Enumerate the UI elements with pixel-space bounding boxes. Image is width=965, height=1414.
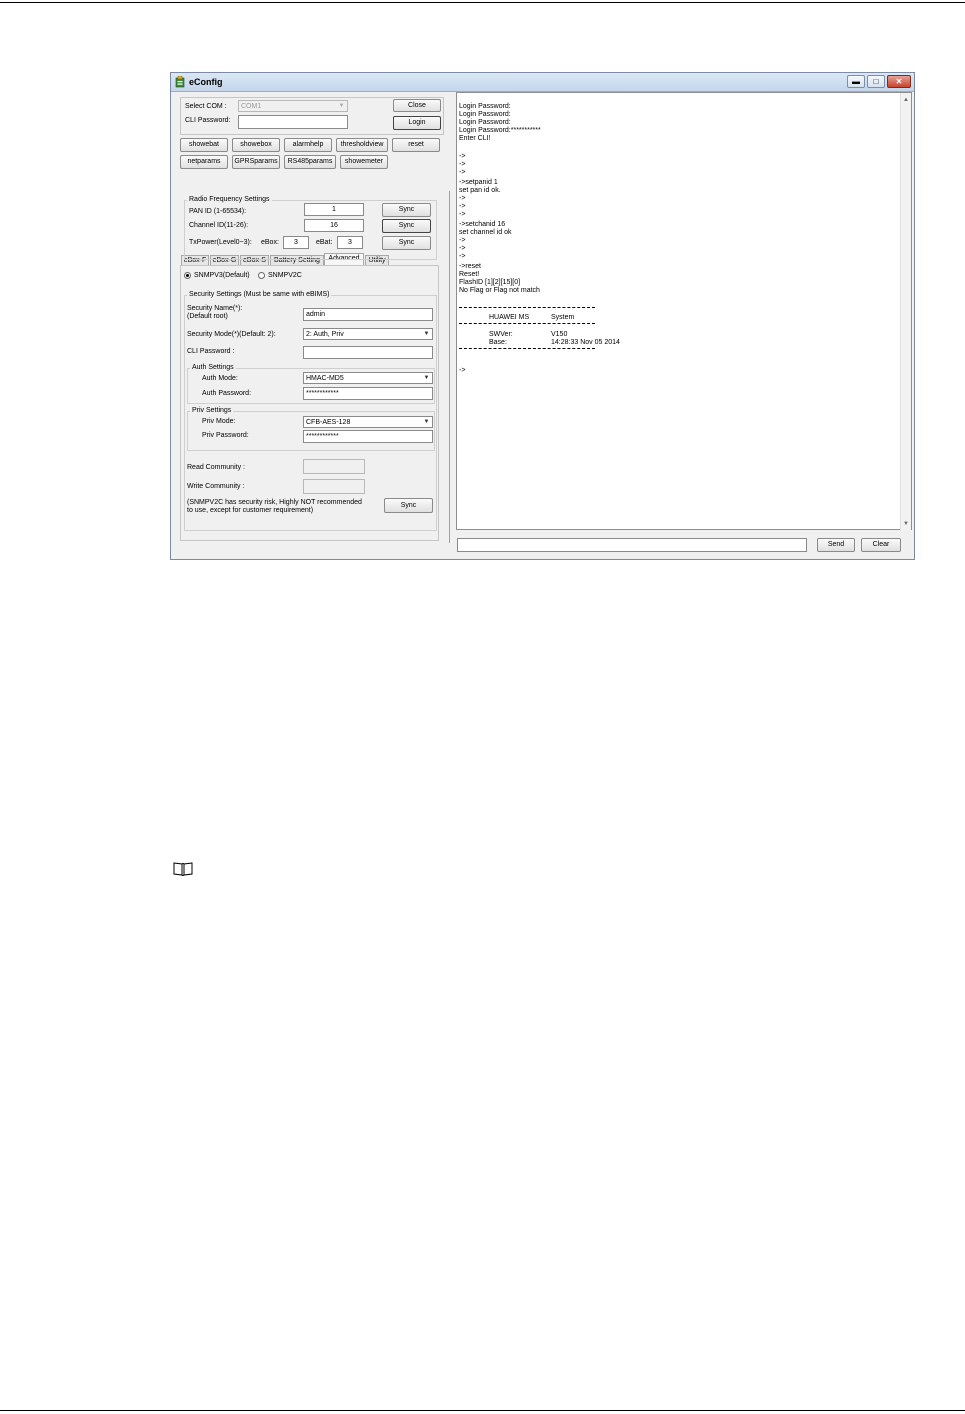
write-community-input[interactable] bbox=[303, 479, 365, 494]
tab-battery-setting[interactable]: Battery Setting bbox=[270, 255, 324, 265]
chevron-down-icon: ▼ bbox=[423, 375, 430, 381]
final-prompt: -> bbox=[459, 367, 466, 374]
channel-id-label: Channel ID(11-26): bbox=[189, 222, 249, 229]
scroll-up-icon[interactable]: ▲ bbox=[903, 97, 909, 103]
security-name-label: Security Name(*): bbox=[187, 305, 243, 312]
terminal-line: -> bbox=[459, 245, 466, 252]
auth-password-input[interactable]: ************ bbox=[303, 387, 433, 400]
ebox-txpower-input[interactable]: 3 bbox=[283, 236, 309, 249]
banner-divider-top bbox=[459, 307, 595, 308]
terminal-line: ->setpanid 1 bbox=[459, 179, 498, 186]
terminal-line: FlashID [1][2][15][0] bbox=[459, 279, 521, 286]
security-mode-value: 2: Auth, Priv bbox=[306, 331, 344, 338]
cmd-rs485params-button[interactable]: RS485params bbox=[284, 155, 336, 169]
pan-id-input[interactable]: 1 bbox=[304, 203, 364, 216]
security-mode-select[interactable] bbox=[303, 328, 433, 340]
terminal-line: Login Password:*********** bbox=[459, 127, 541, 134]
auth-mode-value: HMAC-MD5 bbox=[306, 375, 344, 382]
banner-system: System bbox=[551, 314, 575, 321]
minimize-button[interactable] bbox=[847, 75, 865, 88]
scroll-down-icon[interactable]: ▼ bbox=[903, 521, 909, 527]
note-book-icon bbox=[172, 861, 194, 877]
priv-password-label: Priv Password: bbox=[202, 432, 249, 439]
tab-advanced[interactable]: Advanced bbox=[324, 253, 364, 265]
terminal-output[interactable] bbox=[456, 92, 912, 530]
terminal-line: -> bbox=[459, 253, 466, 260]
snmpv3-radio[interactable] bbox=[184, 272, 191, 279]
maximize-button[interactable] bbox=[867, 75, 885, 88]
snmpv2c-warning-line2: to use, except for customer requirement) bbox=[187, 507, 314, 514]
tab-ebox-s[interactable]: eBox-S bbox=[240, 255, 269, 265]
security-mode-label: Security Mode(*)(Default: 2): bbox=[187, 331, 276, 338]
banner-divider-bottom bbox=[459, 348, 595, 349]
channel-id-input[interactable]: 16 bbox=[304, 219, 364, 232]
snmpv2c-label: SNMPV2C bbox=[268, 272, 302, 279]
pan-sync-button[interactable]: Sync bbox=[382, 203, 431, 217]
terminal-line: Enter CLI! bbox=[459, 135, 491, 142]
txpower-label: TxPower(Level0~3): bbox=[189, 239, 252, 246]
com-select-value: COM1 bbox=[241, 103, 262, 110]
banner-product: HUAWEI MS bbox=[489, 314, 530, 321]
priv-mode-select[interactable] bbox=[303, 416, 433, 428]
cmd-showebat-button[interactable]: showebat bbox=[180, 138, 228, 152]
window-title: eConfig bbox=[189, 77, 223, 87]
minimize-icon: ▬ bbox=[852, 77, 860, 86]
title-bar[interactable] bbox=[171, 73, 914, 92]
security-sync-button[interactable]: Sync bbox=[384, 498, 433, 513]
send-button[interactable]: Send bbox=[817, 538, 855, 552]
snmpv3-label: SNMPV3(Default) bbox=[194, 272, 250, 279]
pan-id-label: PAN ID (1-65534): bbox=[189, 208, 247, 215]
terminal-line: set pan id ok. bbox=[459, 187, 501, 194]
ebat-label: eBat: bbox=[316, 239, 333, 246]
cli-password-label: CLI Password: bbox=[185, 117, 231, 124]
cli-password-advanced-input[interactable] bbox=[303, 346, 433, 359]
terminal-line: -> bbox=[459, 153, 466, 160]
base-value: 14:28:33 Nov 05 2014 bbox=[551, 339, 620, 346]
read-community-label: Read Community : bbox=[187, 464, 245, 471]
priv-mode-label: Priv Mode: bbox=[202, 418, 236, 425]
terminal-line: -> bbox=[459, 195, 466, 202]
channel-sync-button[interactable]: Sync bbox=[382, 219, 431, 233]
security-name-input[interactable]: admin bbox=[303, 308, 433, 321]
page-bottom-rule bbox=[0, 1410, 965, 1411]
security-name-default-label: (Default root) bbox=[187, 313, 228, 320]
cmd-gprsparams-button[interactable]: GPRSparams bbox=[232, 155, 280, 169]
cmd-showebox-button[interactable]: showebox bbox=[232, 138, 280, 152]
page-top-rule bbox=[0, 2, 965, 3]
app-icon bbox=[175, 76, 185, 88]
terminal-line: Login Password: bbox=[459, 119, 511, 126]
terminal-line: -> bbox=[459, 237, 466, 244]
auth-mode-label: Auth Mode: bbox=[202, 375, 238, 382]
banner-divider-middle bbox=[459, 323, 595, 324]
terminal-line: Login Password: bbox=[459, 111, 511, 118]
ebox-label: eBox: bbox=[261, 239, 279, 246]
com-select[interactable] bbox=[238, 100, 348, 112]
auth-settings-title: Auth Settings bbox=[192, 364, 234, 371]
terminal-line: ->setchanid 16 bbox=[459, 221, 506, 228]
cmd-netparams-button[interactable]: netparams bbox=[180, 155, 228, 169]
chevron-down-icon: ▼ bbox=[338, 103, 345, 109]
priv-password-input[interactable]: ************ bbox=[303, 430, 433, 443]
terminal-scrollbar[interactable] bbox=[900, 93, 911, 531]
login-button[interactable]: Login bbox=[393, 116, 441, 130]
txpower-sync-button[interactable]: Sync bbox=[382, 236, 431, 250]
close-button[interactable]: Close bbox=[393, 99, 441, 112]
cli-password-input[interactable] bbox=[238, 115, 348, 129]
cmd-thresholdview-button[interactable]: thresholdview bbox=[336, 138, 388, 152]
terminal-line: Reset! bbox=[459, 271, 480, 278]
base-label: Base: bbox=[489, 339, 507, 346]
terminal-line: -> bbox=[459, 169, 466, 176]
swver-value: V150 bbox=[551, 331, 568, 338]
econfig-window bbox=[170, 72, 915, 560]
terminal-line: set channel id ok bbox=[459, 229, 512, 236]
security-settings-title: Security Settings (Must be same with eBIMS) bbox=[189, 291, 330, 298]
ebat-txpower-input[interactable]: 3 bbox=[337, 236, 363, 249]
terminal-line: ->reset bbox=[459, 263, 481, 270]
tab-ebox-f[interactable]: eBox-F bbox=[181, 255, 209, 265]
close-window-button[interactable] bbox=[887, 75, 911, 88]
cmd-reset-button[interactable]: reset bbox=[392, 138, 440, 152]
maximize-icon: □ bbox=[873, 77, 879, 86]
tab-utility[interactable]: Utility bbox=[365, 255, 389, 265]
read-community-input[interactable] bbox=[303, 459, 365, 474]
auth-mode-select[interactable] bbox=[303, 372, 433, 384]
select-com-label: Select COM : bbox=[185, 103, 227, 110]
command-input[interactable] bbox=[457, 538, 807, 552]
cmd-alarmhelp-button[interactable]: alarmhelp bbox=[284, 138, 332, 152]
write-community-label: Write Community : bbox=[187, 483, 245, 490]
cli-password-advanced-label: CLI Password : bbox=[187, 348, 235, 355]
auth-password-label: Auth Password: bbox=[202, 390, 252, 397]
chevron-down-icon: ▼ bbox=[423, 419, 430, 425]
clear-button[interactable]: Clear bbox=[861, 538, 901, 552]
cmd-showemeter-button[interactable]: showemeter bbox=[340, 155, 388, 169]
snmpv2c-warning-line1: (SNMPV2C has security risk, Highly NOT recommended bbox=[187, 499, 362, 506]
radio-frequency-title: Radio Frequency Settings bbox=[189, 196, 270, 203]
swver-label: SWVer: bbox=[489, 331, 513, 338]
pane-divider[interactable] bbox=[449, 191, 450, 543]
terminal-line: Login Password: bbox=[459, 103, 511, 110]
close-icon: ✕ bbox=[895, 77, 903, 86]
priv-settings-title: Priv Settings bbox=[192, 407, 232, 414]
chevron-down-icon: ▼ bbox=[423, 331, 430, 337]
tab-ebox-g[interactable]: eBox-G bbox=[210, 255, 239, 265]
snmpv2c-radio[interactable] bbox=[258, 272, 265, 279]
terminal-line: -> bbox=[459, 161, 466, 168]
terminal-line: -> bbox=[459, 203, 466, 210]
terminal-line: No Flag or Flag not match bbox=[459, 287, 540, 294]
terminal-line: -> bbox=[459, 211, 466, 218]
priv-mode-value: CFB-AES-128 bbox=[306, 419, 351, 426]
